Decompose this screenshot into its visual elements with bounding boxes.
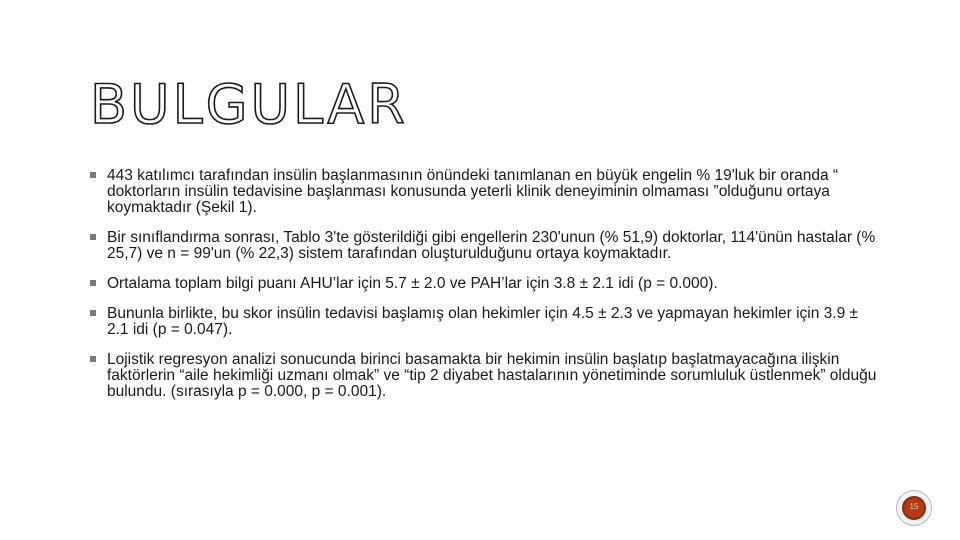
bullet-item xyxy=(90,352,880,400)
square-bullet-icon xyxy=(90,172,96,178)
bullet-list xyxy=(90,168,880,414)
square-bullet-icon xyxy=(90,310,96,316)
bullet-text: Bir sınıflandırma sonrası, Tablo 3'te gösterildiği gibi engellerin 230'unun (% 51,9) doktorlar, 114'ünün hastalar (% 25,7) ve n = 99'un (% 22,3) sistem tarafından oluşturulduğunu ortaya koymaktadır. xyxy=(107,229,876,262)
page-number-badge xyxy=(896,490,932,526)
bullet-item xyxy=(90,276,880,292)
square-bullet-icon xyxy=(90,356,96,362)
square-bullet-icon xyxy=(90,234,96,240)
page-number: 15 xyxy=(909,502,919,511)
bullet-item xyxy=(90,230,880,262)
square-bullet-icon xyxy=(90,280,96,286)
slide-title: BULGULAR xyxy=(90,73,408,136)
bullet-item xyxy=(90,306,880,338)
bullet-text: 443 katılımcı tarafından insülin başlanmasının önündeki tanımlanan en büyük engelin % 19'luk bir oranda “ doktorların insülin tedavisine başlanması konusunda yeterli klinik deneyiminin olmaması ”olduğunu ortaya koymaktadır (Şekil 1). xyxy=(107,167,839,216)
bullet-text: Ortalama toplam bilgi puanı AHU’lar için 5.7 ± 2.0 ve PAH’lar için 3.8 ± 2.1 idi (p = 0.000). xyxy=(107,275,718,292)
bullet-text: Lojistik regresyon analizi sonucunda birinci basamakta bir hekimin insülin başlatıp başlatmayacağına ilişkin faktörlerin “aile hekimliği uzmanı olmak” ve “tip 2 diyabet hastalarının yönetiminde sorumluluk üstlenmek” olduğu bulundu. (sırasıyla p = 0.000, p = 0.001). xyxy=(107,351,877,400)
bullet-text: Bununla birlikte, bu skor insülin tedavisi başlamış olan hekimler için 4.5 ± 2.3 ve yapmayan hekimler için 3.9 ± 2.1 idi (p = 0.047). xyxy=(107,305,859,338)
bullet-item xyxy=(90,168,880,216)
